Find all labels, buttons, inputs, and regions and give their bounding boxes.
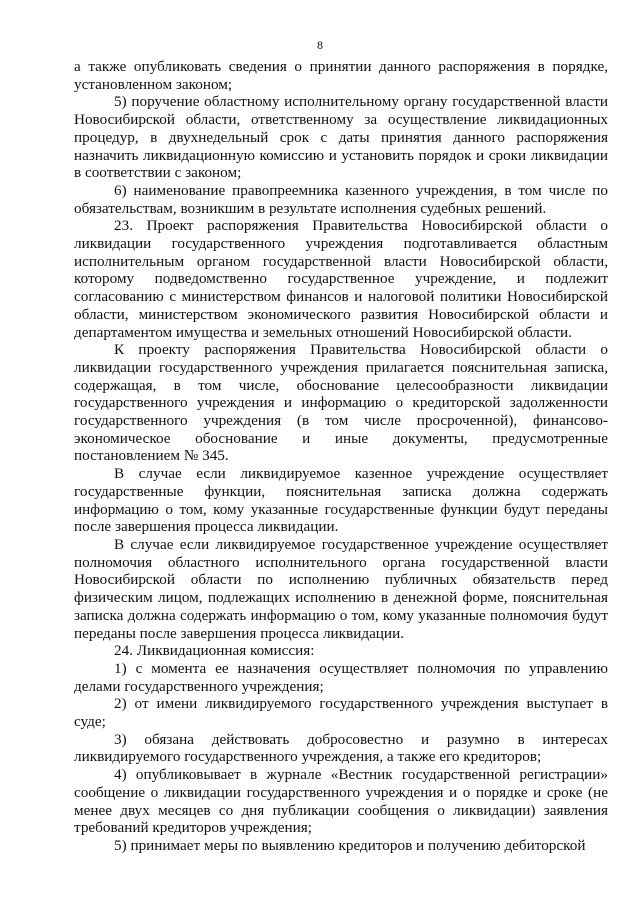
- document-body: [74, 58, 608, 855]
- paragraph-commission-item-2: 2) от имени ликвидируемого государственного учреждения выступает в суде;: [74, 695, 608, 731]
- paragraph-commission-item-1: 1) с момента ее назначения осуществляет полномочия по управлению делами государственного учреждения;: [74, 659, 608, 695]
- paragraph-section-23: 23. Проект распоряжения Правительства Новосибирской области о ликвидации государственного учреждения подготавливается областным исполнительным органом государственной власти Новосибирской области, которому подведомственно государственное учреждение, и подлежит согласованию с министерством финансов и налоговой политики Новосибирской области, министерством экономического развития Новосибирской области и департаментом имущества и земельных отношений Новосибирской области.: [74, 217, 608, 341]
- paragraph-item-6: 6) наименование правопреемника казенного учреждения, в том числе по обязательствам, возникшим в результате исполнения судебных решений.: [74, 181, 608, 217]
- paragraph-commission-item-4: 4) опубликовывает в журнале «Вестник государственной регистрации» сообщение о ликвидации государственного учреждения и о порядке и сроке (не менее двух месяцев со дня публикации сообщения о ликвидации) заявления требований кредиторов учреждения;: [74, 766, 608, 837]
- paragraph-state-functions: В случае если ликвидируемое казенное учреждение осуществляет государственные функции, пояснительная записка должна содержать информацию о том, кому указанные государственные функции будут переданы после завершения процесса ликвидации.: [74, 465, 608, 536]
- paragraph-explanatory-note: К проекту распоряжения Правительства Новосибирской области о ликвидации государственного учреждения прилагается пояснительная записка, содержащая, в том числе, обоснование целесообразности ликвидации государственного учреждения и информацию о кредиторской задолженности государственного учреждения (в том числе просроченной), финансово-экономическое обоснование и иные документы, предусмотренные постановлением № 345.: [74, 341, 608, 465]
- paragraph-section-24: 24. Ликвидационная комиссия:: [114, 642, 315, 660]
- paragraph-continuation: а также опубликовать сведения о принятии данного распоряжения в порядке, установленном законом;: [74, 58, 608, 93]
- paragraph-item-5: 5) поручение областному исполнительному органу государственной власти Новосибирской области, ответственному за осуществление ликвидационных процедур, в двухнедельный срок с даты принятия данного распоряжения назначить ликвидационную комиссию и установить порядок и сроки ликвидации в соответствии с законом;: [74, 93, 608, 182]
- page-number: 8: [317, 38, 323, 52]
- paragraph-commission-item-5: 5) принимает меры по выявлению кредиторов и получению дебиторской: [114, 836, 586, 854]
- paragraph-commission-item-3: 3) обязана действовать добросовестно и разумно в интересах ликвидируемого государственного учреждения, а также его кредиторов;: [74, 730, 608, 766]
- paragraph-public-obligations: В случае если ликвидируемое государственное учреждение осуществляет полномочия областного исполнительного органа государственной власти Новосибирской области по исполнению публичных обязательств перед физическим лицом, подлежащих исполнению в денежной форме, пояснительная записка должна содержать информацию о том, кому указанные полномочия будут переданы после завершения процесса ликвидации.: [74, 535, 608, 642]
